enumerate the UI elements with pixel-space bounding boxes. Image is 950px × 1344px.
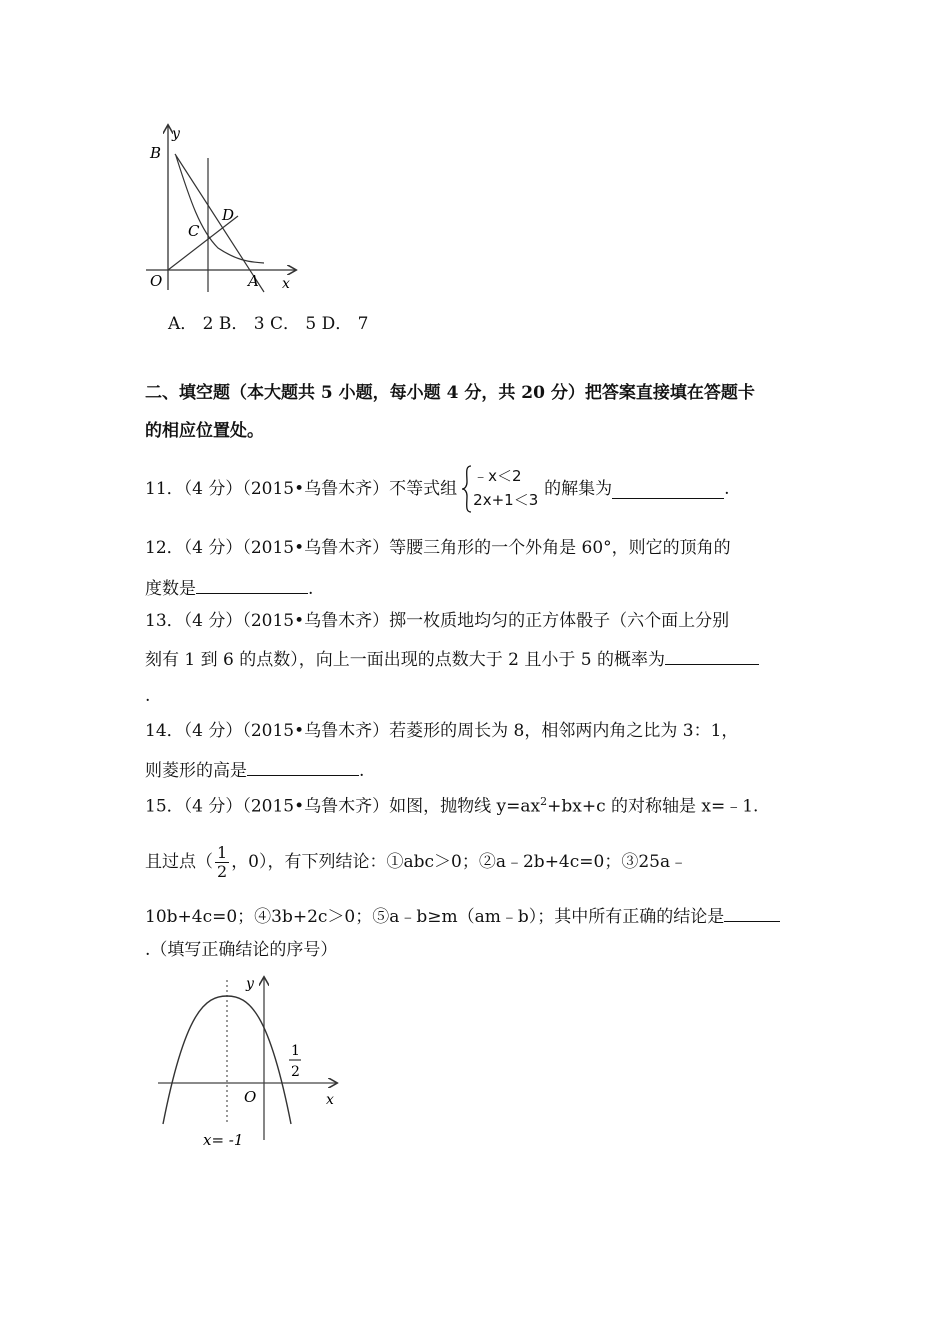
- label-o: O: [150, 272, 163, 290]
- q14-text: 则菱形的高是: [145, 761, 247, 781]
- q12-line1: 12．（4 分）（2015•乌鲁木齐）等腰三角形的一个外角是 60°，则它的顶角的: [145, 538, 731, 558]
- q12-answer-blank[interactable]: [196, 575, 308, 594]
- label-o: O: [244, 1088, 257, 1106]
- q13-line3: .: [145, 686, 151, 706]
- label-x: x: [326, 1092, 334, 1108]
- inequality-system: [461, 464, 541, 514]
- label-half-num: 1: [291, 1043, 300, 1059]
- q15-line2: [145, 840, 687, 884]
- q10-options: A． 2 B． 3 C． 5 D． 7: [168, 314, 369, 334]
- q13-line1: 13．（4 分）（2015•乌鲁木齐）掷一枚质地均匀的正方体骰子（六个面上分别: [145, 611, 730, 631]
- label-b: B: [150, 144, 162, 162]
- q14-answer-blank[interactable]: [247, 757, 359, 776]
- question-11: [145, 463, 730, 515]
- q15-line4: .（填写正确结论的序号）: [145, 940, 338, 960]
- q15-conclusions-2: 10b+4c=0；④3b+2c＞0；⑤a﹣b≥m（am﹣b）；其中所有正确的结论是: [145, 907, 725, 927]
- q15-point-open: 且过点（: [145, 852, 213, 872]
- q11-end: .: [724, 479, 730, 499]
- q15-answer-blank[interactable]: [724, 903, 780, 922]
- q15-text-b: +bx+c 的对称轴是 x=﹣1.: [547, 796, 759, 817]
- q14-line2: [145, 757, 364, 783]
- fraction-one-half: $\frac{1}{2}$: [217, 842, 228, 881]
- hyperbola-curve: [176, 156, 264, 263]
- q11-answer-blank[interactable]: [612, 480, 724, 499]
- label-y: y: [246, 976, 254, 992]
- q14-end: .: [359, 761, 365, 781]
- inequality-1: ﹣x＜2: [473, 467, 522, 485]
- q11-prefix: 11．（4 分）（2015•乌鲁木齐）不等式组: [145, 479, 458, 499]
- label-half-den: 2: [291, 1064, 300, 1080]
- q13-line2: [145, 646, 759, 672]
- q15-conclusions-1: ，0），有下列结论：①abc＞0；②a﹣2b+4c=0；③25a﹣: [231, 852, 688, 872]
- q13-answer-blank[interactable]: [665, 646, 759, 665]
- label-c: C: [188, 222, 200, 240]
- label-x: x: [282, 276, 290, 292]
- section2-heading-line1: 二、填空题（本大题共 5 小题，每小题 4 分，共 20 分）把答案直接填在答题卡: [145, 383, 755, 403]
- q12-end: .: [308, 579, 314, 599]
- inequality-2: 2x+1＜3: [473, 491, 539, 509]
- label-d: D: [222, 206, 235, 224]
- figure-2-parabola: [140, 972, 350, 1152]
- label-axis-x-minus-1: x= -1: [203, 1131, 244, 1149]
- figure-1-diagram: [140, 120, 310, 300]
- section2-heading-line2: 的相应位置处。: [145, 421, 264, 441]
- q15-text-a: 15．（4 分）（2015•乌鲁木齐）如图，抛物线 y=ax: [145, 796, 541, 817]
- q12-text: 度数是: [145, 579, 196, 599]
- q14-line1: 14．（4 分）（2015•乌鲁木齐）若菱形的周长为 8，相邻两内角之比为 3：1，: [145, 721, 739, 741]
- line-oc: [168, 216, 238, 270]
- label-y: y: [172, 126, 180, 142]
- label-a: A: [248, 272, 259, 290]
- q12-line2: [145, 575, 313, 601]
- q13-text: 刻有 1 到 6 的点数），向上一面出现的点数大于 2 且小于 5 的概率为: [145, 650, 665, 670]
- q11-suffix: 的解集为: [544, 479, 613, 499]
- q15-line1: [145, 790, 758, 819]
- q15-line3: [145, 903, 780, 929]
- q15-exponent: 2: [540, 795, 548, 808]
